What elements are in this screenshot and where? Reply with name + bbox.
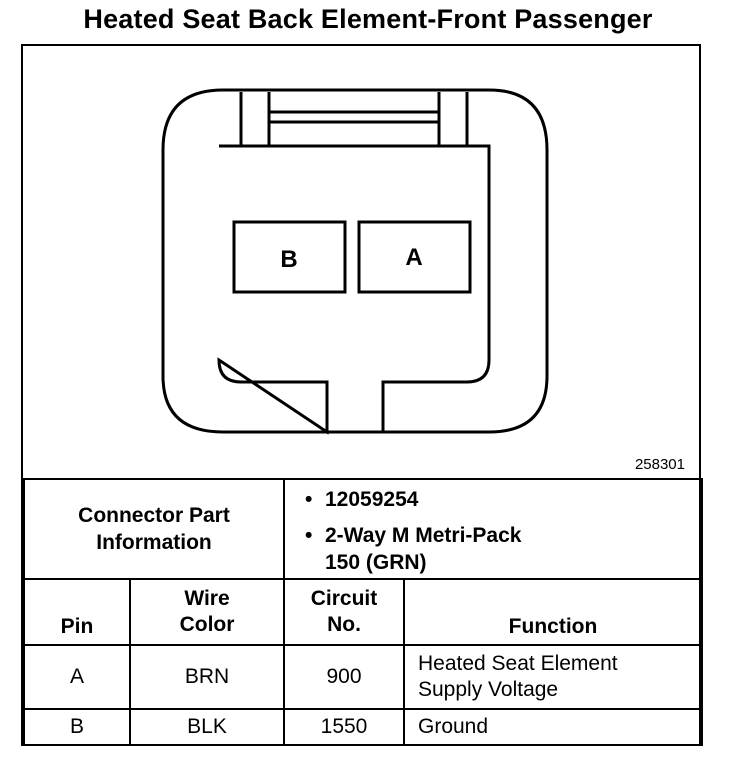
- connector-face-diagram: [23, 46, 699, 478]
- row-b-wire-color: BLK: [130, 709, 284, 745]
- header-circuit: [284, 579, 404, 645]
- part-number: 12059254: [325, 488, 419, 511]
- connector-info-label: [24, 479, 284, 579]
- row-a-function-line1: Heated Seat Element: [418, 652, 618, 675]
- connector-info-values: [284, 479, 702, 579]
- header-wire-color: [130, 579, 284, 645]
- header-pin: [24, 579, 130, 645]
- connector-type-line1: 2-Way M Metri-Pack: [325, 524, 522, 547]
- header-function: [404, 579, 702, 645]
- row-a-circuit: 900: [284, 645, 404, 709]
- header-circuit-line1: Circuit: [310, 587, 378, 610]
- pin-label-b: B: [280, 246, 298, 273]
- connector-info-label-line1: Connector Part: [78, 504, 230, 527]
- row-a-function: [404, 645, 702, 709]
- diagram-title: Heated Seat Back Element-Front Passenger: [83, 4, 653, 34]
- inner-housing: [219, 146, 489, 432]
- connector-frame: [21, 44, 701, 746]
- row-b-function: [404, 709, 702, 745]
- connector-info-label-line2: Information: [96, 531, 212, 554]
- connector-table: [23, 478, 703, 746]
- connector-info-row: [24, 479, 702, 579]
- pin-label-a: A: [405, 244, 423, 271]
- connector-type-line2: 150 (GRN): [325, 551, 427, 574]
- row-b-function-line1: Ground: [418, 715, 489, 738]
- connector-type-item: • 2-Way M Metri-Pack: [305, 524, 522, 547]
- table-row: [24, 645, 702, 709]
- row-a-wire-color: BRN: [130, 645, 284, 709]
- header-wire-line1: Wire: [184, 587, 230, 610]
- header-function-text: Function: [508, 615, 598, 638]
- row-b-pin: B: [24, 709, 130, 745]
- header-pin-text: Pin: [60, 615, 94, 638]
- table-header-row: [24, 579, 702, 645]
- header-wire-line2: Color: [179, 613, 235, 636]
- row-b-circuit: 1550: [284, 709, 404, 745]
- figure-number: 258301: [634, 456, 685, 473]
- header-circuit-line2: No.: [327, 613, 361, 636]
- part-number-item: • 12059254: [305, 488, 419, 511]
- row-a-function-line2: Supply Voltage: [418, 678, 559, 701]
- table-row: [24, 709, 702, 745]
- row-a-pin: A: [24, 645, 130, 709]
- locking-tab: [241, 92, 467, 146]
